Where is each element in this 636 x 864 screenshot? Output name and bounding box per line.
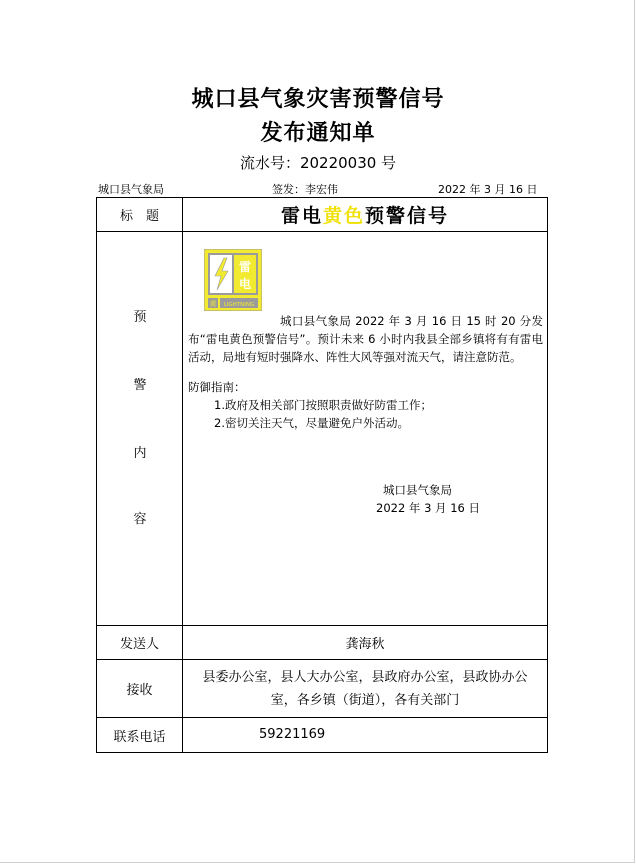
document-title-line1: 城口县气象灾害预警信号 [191,86,445,112]
serial-number: 流水号：20220030 号 [239,154,397,172]
receiver-cell [183,660,547,717]
phone-label: 联系电话 [97,718,183,752]
table-row-receiver [97,660,547,718]
table-row-title [97,198,547,232]
content-label-char-2: 警 [133,378,147,393]
signature-date: 2022 年 3 月 16 日 [376,501,480,515]
receiver-value: 县委办公室，县人大办公室，县政府办公室，县政协办公室，各乡镇（街道），各有关部门 [202,670,528,708]
receiver-label: 接收 [97,660,183,717]
document-title-line2: 发布通知单 [260,120,376,146]
heading-part-post: 预警信号 [365,205,450,227]
warning-heading [281,201,449,228]
notice-form-table [96,197,548,753]
title-label: 标 题 [97,198,183,231]
content-label-char-1: 预 [133,310,147,325]
svg-text:黄: 黄 [209,300,217,308]
table-row-content [97,232,547,626]
lightning-yellow-warning-icon [204,249,262,311]
sender-label: 发送人 [97,626,183,659]
content-label-char-3: 内 [133,446,147,461]
defense-item: 2.密切关注天气，尽量避免户外活动。 [214,416,409,430]
title-value [183,198,547,231]
content-label-char-4: 容 [133,512,147,527]
issue-date: 2022 年 3 月 16 日 [438,183,538,196]
svg-text:雷: 雷 [238,260,252,274]
defense-item: 1.政府及相关部门按照职责做好防雷工作； [214,398,432,412]
heading-part-color: 黄色 [322,205,365,227]
svg-text:LIGHTNING: LIGHTNING [223,302,255,308]
content-body [188,312,543,432]
content-value [183,232,547,625]
signature-org: 城口县气象局 [383,483,452,497]
content-paragraph: 城口县气象局 2022 年 3 月 16 日 15 时 20 分发布“雷电黄色预警信号”。预计未来 6 小时内我县全部乡镇将有有雷电活动，局地有短时强降水、阵性大风等强对流天气，请注意防范。 [188,314,543,364]
phone-cell [183,718,547,752]
heading-part-pre: 雷电 [280,205,323,227]
signer: 签发：李宏伟 [272,183,338,196]
table-row-sender [97,626,547,660]
content-label [97,232,183,625]
phone-value: 59221169 [259,727,326,742]
sender-value: 龚海秋 [345,637,385,652]
table-row-phone [97,718,547,752]
issuer-org: 城口县气象局 [98,183,164,196]
svg-text:电: 电 [238,277,252,291]
defense-heading: 防御指南： [188,380,246,394]
